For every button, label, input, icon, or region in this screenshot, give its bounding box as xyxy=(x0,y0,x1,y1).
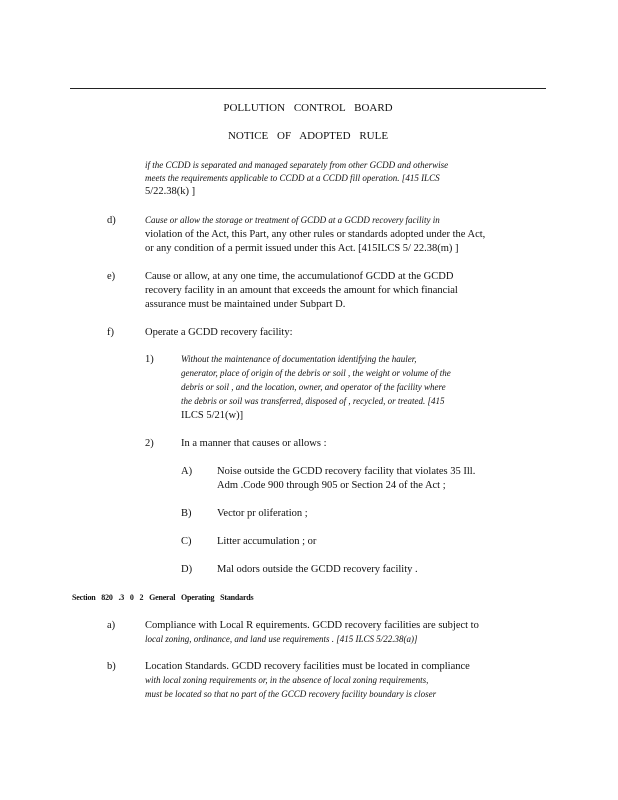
item-f2-label: 2) xyxy=(145,438,154,449)
top-fragment-line1: if the CCDD is separated and managed separately from other GCDD and otherwise xyxy=(145,160,449,170)
item-f1-label: 1) xyxy=(145,354,154,365)
item-f2D-text: Mal odors outside the GCDD recovery facility . xyxy=(217,564,418,575)
item-f-text: Operate a GCDD recovery facility: xyxy=(145,327,293,338)
item-f2D-label: D) xyxy=(181,564,193,575)
section-item-a-line2: local zoning, ordinance, and land use requirements . [415 ILCS 5/22.38(a)] xyxy=(145,634,418,644)
item-f2A-line2: Adm .Code 900 through 905 or Section 24 of the Act ; xyxy=(217,480,446,491)
item-d-label: d) xyxy=(107,215,116,226)
item-f1-line4: the debris or soil was transferred, disposed of , recycled, or treated. [415 xyxy=(181,396,445,406)
top-fragment-line2: meets the requirements applicable to CCDD at a CCDD fill operation. [415 ILCS xyxy=(145,173,440,183)
section-item-a-line1: Compliance with Local R equirements. GCDD recovery facilities are subject to xyxy=(145,620,479,631)
section-item-a-label: a) xyxy=(107,620,116,631)
item-e-line3: assurance must be maintained under Subpart D. xyxy=(145,299,346,310)
item-f1-line5: ILCS 5/21(w)] xyxy=(181,410,244,421)
item-d-line1: Cause or allow the storage or treatment of GCDD at a GCDD recovery facility in xyxy=(145,215,440,225)
board-title: POLLUTION CONTROL BOARD xyxy=(223,102,393,114)
section-item-b-label: b) xyxy=(107,661,116,672)
item-f2C-label: C) xyxy=(181,536,192,547)
section-item-b-line1: Location Standards. GCDD recovery facilities must be located in compliance xyxy=(145,661,470,672)
section-heading: Section 820 .3 0 2 General Operating Standards xyxy=(72,593,254,602)
item-f2B-text: Vector pr oliferation ; xyxy=(217,508,308,519)
item-d-line2: violation of the Act, this Part, any other rules or standards adopted under the Act, xyxy=(145,229,486,240)
item-f1-line2: generator, place of origin of the debris or soil , the weight or volume of the xyxy=(181,368,451,378)
item-e-line1: Cause or allow, at any one time, the accumulationof GCDD at the GCDD xyxy=(145,271,454,282)
item-e-label: e) xyxy=(107,271,116,282)
item-f2B-label: B) xyxy=(181,508,192,519)
item-f-label: f) xyxy=(107,327,114,338)
item-d-line3: or any condition of a permit issued under this Act. [415ILCS 5/ 22.38(m) ] xyxy=(145,243,459,254)
section-item-b-line3: must be located so that no part of the GCCD recovery facility boundary is closer xyxy=(145,689,437,699)
header-rule xyxy=(70,88,546,89)
top-fragment-line3: 5/22.38(k) ] xyxy=(145,186,196,197)
item-f2-text: In a manner that causes or allows : xyxy=(181,438,327,449)
item-f1-line1: Without the maintenance of documentation identifying the hauler, xyxy=(181,354,417,364)
item-f1-line3: debris or soil , and the location, owner, and operator of the facility where xyxy=(181,382,446,392)
item-f2C-text: Litter accumulation ; or xyxy=(217,536,317,547)
section-item-b-line2: with local zoning requirements or, in the absence of local zoning requirements, xyxy=(145,675,429,685)
item-f2A-line1: Noise outside the GCDD recovery facility that violates 35 Ill. xyxy=(217,466,476,477)
notice-title: NOTICE OF ADOPTED RULE xyxy=(227,130,389,142)
item-e-line2: recovery facility in an amount that exceeds the amount for which financial xyxy=(145,285,458,296)
item-f2A-label: A) xyxy=(181,466,193,477)
